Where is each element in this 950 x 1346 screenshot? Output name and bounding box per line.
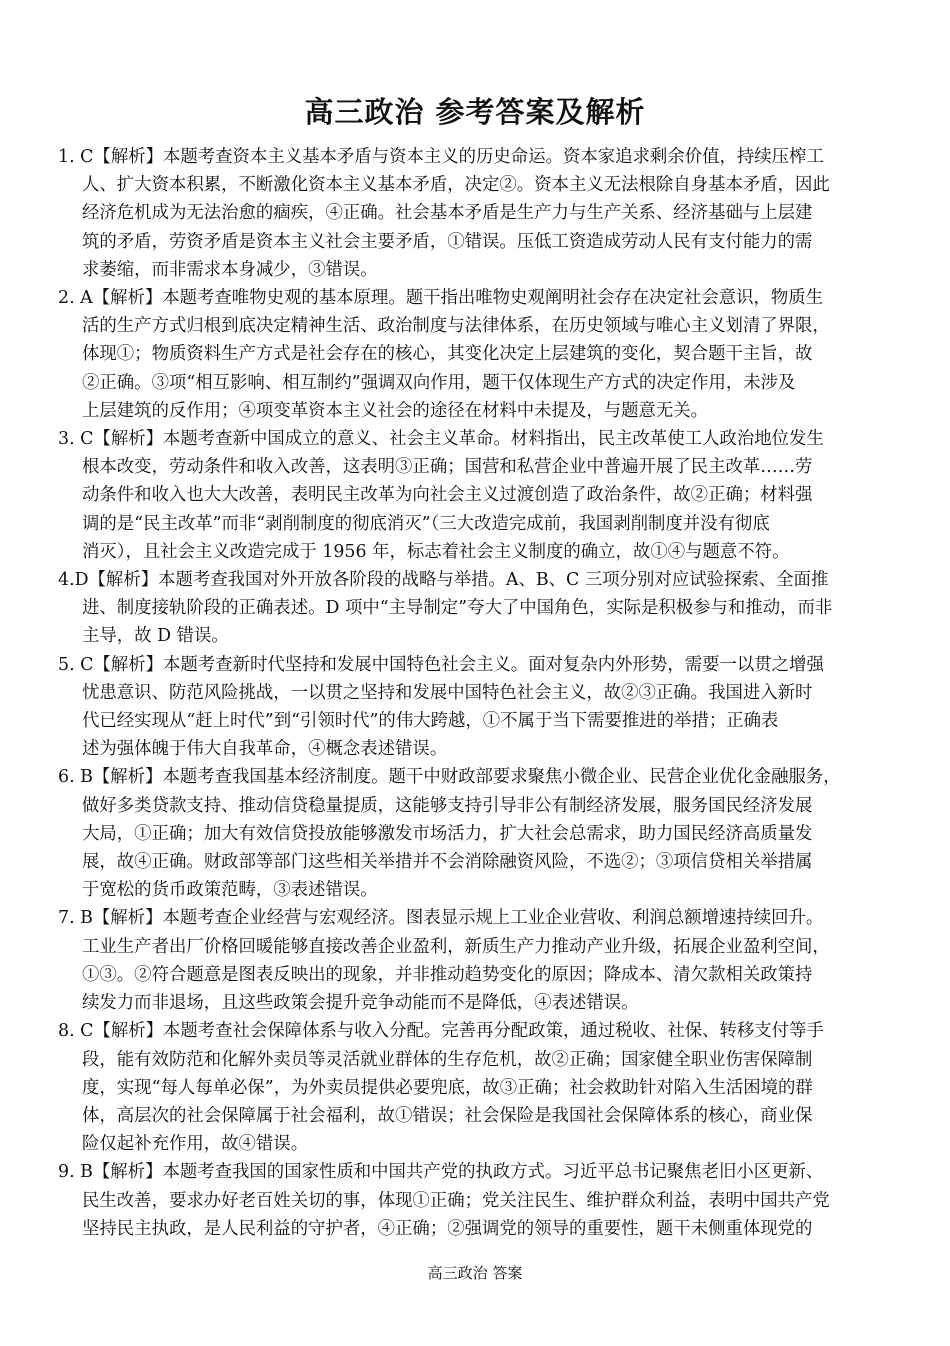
answer-line: 大局，①正确；加大有效信贷投放能够激发市场活力，扩大社会总需求，助力国民经济高质量发 xyxy=(82,823,813,844)
answer-line: 展，故④正确。财政部等部门这些相关举措并不会消除融资风险，不选②；③项信贷相关举措属 xyxy=(82,852,813,873)
answer-line: 筑的矛盾，劳资矛盾是资本主义社会主要矛盾，①错误。压低工资造成劳动人民有支付能力的需 xyxy=(82,231,813,252)
answer-line: 活的生产方式归根到底决定精神生活、政治制度与法律体系，在历史领域与唯心主义划清了界限， xyxy=(82,316,830,337)
answer-line: 忧患意识、防范风险挑战，一以贯之坚持和发展中国特色社会主义，故②③正确。我国进入新时 xyxy=(82,682,813,703)
answer-line: 于宽松的货币政策范畴，③表述错误。 xyxy=(82,880,378,901)
answer-line: 3. C【解析】本题考查新中国成立的意义、社会主义革命。材料指出，民主改革使工人政治地位发生 xyxy=(58,429,824,450)
answer-line: 消灭），且社会主义改造完成于 1956 年，标志着社会主义制度的确立，故①④与题意不符。 xyxy=(82,541,790,562)
answer-line: 险仅起补充作用，故④错误。 xyxy=(82,1134,309,1155)
answer-line: 做好多类贷款支持、推动信贷稳量提质，这能够支持引导非公有制经济发展，服务国民经济发展 xyxy=(82,795,813,816)
answer-line: 上层建筑的反作用；④项变革资本主义社会的途径在材料中未提及，与题意无关。 xyxy=(82,400,709,421)
answer-line: 1. C【解析】本题考查资本主义基本矛盾与资本主义的历史命运。资本家追求剩余价值，持续压榨工 xyxy=(58,147,824,167)
answer-line: 主导，故 D 错误。 xyxy=(82,626,229,647)
answer-line: 求萎缩，而非需求本身减少，③错误。 xyxy=(82,259,378,280)
answer-line: 根本改变，劳动条件和收入改善，这表明③正确；国营和私营企业中普遍开展了民主改革……劳 xyxy=(82,457,813,478)
answer-line: ②正确。③项“相互影响、相互制约”强调双向作用，题干仅体现生产方式的决定作用，未涉及 xyxy=(82,372,796,393)
answer-line: 7. B【解析】本题考查企业经营与宏观经济。图表显示规上工业企业营收、利润总额增速持续回升。 xyxy=(58,908,824,929)
answer-line: 述为强体魄于伟大自我革命，④概念表述错误。 xyxy=(82,739,448,760)
answer-item xyxy=(58,763,892,904)
answer-line: 8. C【解析】本题考查社会保障体系与收入分配。完善再分配政策，通过税收、社保、转移支付等手 xyxy=(58,1021,824,1042)
answer-line: 度，实现“每人每单必保”，为外卖员提供必要兜底，故③正确；社会救助针对陷入生活困境的群 xyxy=(82,1077,813,1098)
answer-line: ①③。②符合题意是图表反映出的现象，并非推动趋势变化的原因；降成本、清欠款相关政策持 xyxy=(82,964,813,985)
answer-line: 人、扩大资本积累，不断激化资本主义基本矛盾，决定②。资本主义无法根除自身基本矛盾，因此 xyxy=(82,175,830,196)
answer-line: 动条件和收入也大大改善，表明民主改革为向社会主义过渡创造了政治条件，故②正确；材料强 xyxy=(82,485,813,506)
answer-line: 2. A【解析】本题考查唯物史观的基本原理。题干指出唯物史观阐明社会存在决定社会意识，物质生 xyxy=(58,288,824,309)
answer-line: 4.D【解析】本题考查我国对外开放各阶段的战略与举措。A、B、C 三项分别对应试验探索、全面推 xyxy=(58,570,829,591)
answer-line: 调的是“民主改革”而非“剥削制度的彻底消灭”（三大改造完成前，我国剥削制度并没有彻底 xyxy=(82,513,770,534)
answer-list xyxy=(58,143,892,1243)
answer-item xyxy=(58,284,892,425)
answer-line: 进、制度接轨阶段的正确表述。D 项中“主导制定”夸大了中国角色，实际是积极参与和推动，而非 xyxy=(82,598,833,619)
answer-line: 段，能有效防范和化解外卖员等灵活就业群体的生存危机，故②正确；国家健全职业伤害保障制 xyxy=(82,1049,813,1070)
page-footer: 高三政治 答案 xyxy=(427,1264,523,1282)
answer-line: 代已经实现从“赶上时代”到“引领时代”的伟大跨越，①不属于当下需要推进的举措；正确表 xyxy=(82,711,779,732)
answer-line: 5. C【解析】本题考查新时代坚持和发展中国特色社会主义。面对复杂内外形势，需要一以贯之增强 xyxy=(58,654,824,675)
answer-line: 6. B【解析】本题考查我国基本经济制度。题干中财政部要求聚焦小微企业、民营企业优化金融服务， xyxy=(58,767,841,788)
answer-item xyxy=(58,1158,892,1243)
answer-line: 坚持民主执政，是人民利益的守护者，④正确；②强调党的领导的重要性，题干未侧重体现党的 xyxy=(82,1218,813,1239)
answer-item xyxy=(58,904,892,1017)
answer-line: 9. B【解析】本题考查我国的国家性质和中国共产党的执政方式。习近平总书记聚焦老旧小区更新、 xyxy=(58,1162,824,1183)
answer-item xyxy=(58,566,892,651)
answer-line: 民生改善，要求办好老百姓关切的事，体现①正确；党关注民生、维护群众利益，表明中国共产党 xyxy=(82,1190,830,1211)
page-title: 高三政治 参考答案及解析 xyxy=(304,95,646,129)
answer-line: 续发力而非退场，且这些政策会提升竞争动能而不是降低，④表述错误。 xyxy=(82,993,639,1014)
answer-item xyxy=(58,651,892,764)
answer-line: 体，高层次的社会保障属于社会福利，故①错误；社会保险是我国社会保障体系的核心，商业保 xyxy=(82,1105,813,1126)
answer-item xyxy=(58,1017,892,1158)
answer-line: 经济危机成为无法治愈的痼疾，④正确。社会基本矛盾是生产力与生产关系、经济基础与上层建 xyxy=(82,203,813,224)
answer-line: 体现①；物质资料生产方式是社会存在的核心，其变化决定上层建筑的变化，契合题干主旨，故 xyxy=(82,344,813,365)
answer-line: 工业生产者出厂价格回暖能够直接改善企业盈利，新质生产力推动产业升级，拓展企业盈利空间， xyxy=(82,936,830,957)
answer-item xyxy=(58,143,892,284)
answer-item xyxy=(58,425,892,566)
